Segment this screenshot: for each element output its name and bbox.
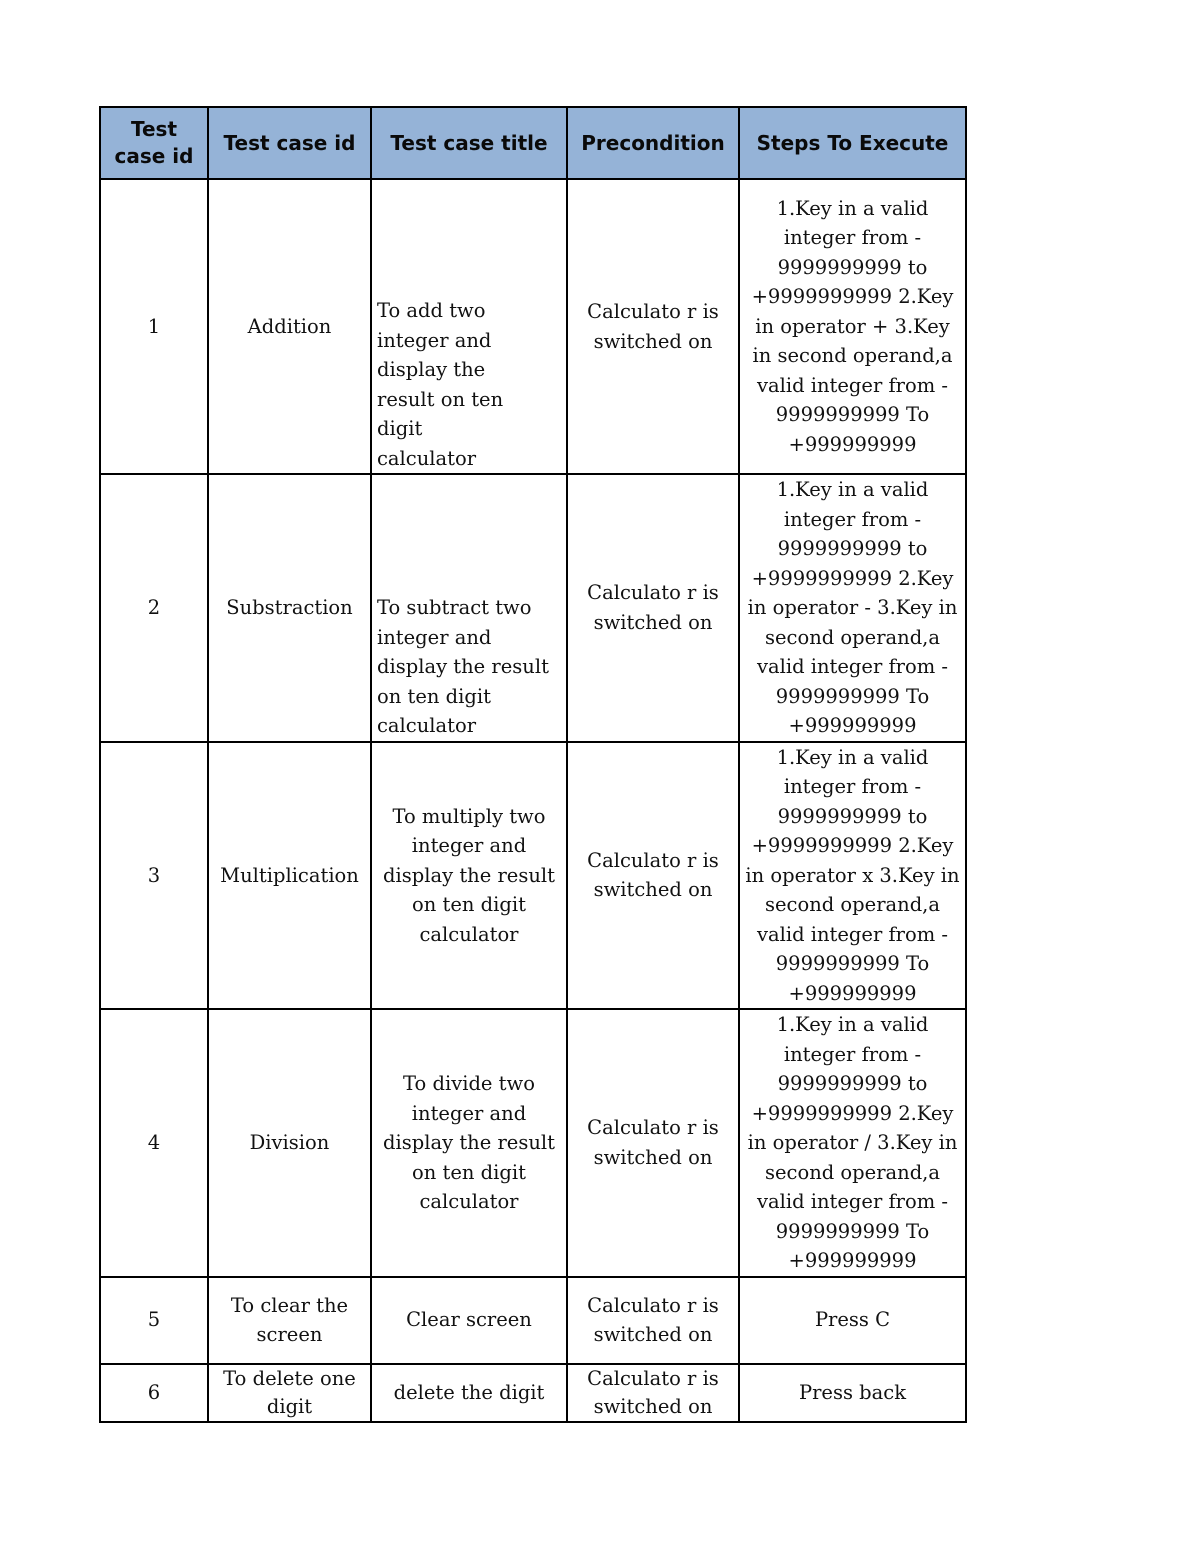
cell-id: To delete one digit <box>208 1364 371 1422</box>
cell-no: 2 <box>100 474 208 742</box>
cell-precondition: Calculato r is switched on <box>567 742 739 1010</box>
table-row <box>100 742 966 1010</box>
table-row <box>100 1009 966 1277</box>
cell-id: Division <box>208 1009 371 1277</box>
cell-precondition: Calculato r is switched on <box>567 1364 739 1422</box>
cell-steps: 1.Key in a valid integer from - 9999999999 to +9999999999 2.Key in operator + 3.Key in second operand,a valid integer from - 9999999999 To +999999999 <box>739 179 966 474</box>
table-header-row <box>100 107 966 179</box>
header-steps-to-execute: Steps To Execute <box>739 107 966 179</box>
cell-no: 3 <box>100 742 208 1010</box>
cell-title: delete the digit <box>371 1364 567 1422</box>
cell-title: To divide two integer and display the result on ten digit calculator <box>371 1009 567 1277</box>
cell-steps: 1.Key in a valid integer from - 9999999999 to +9999999999 2.Key in operator x 3.Key in second operand,a valid integer from - 9999999999 To +999999999 <box>739 742 966 1010</box>
cell-title: Clear screen <box>371 1277 567 1364</box>
cell-title: To multiply two integer and display the result on ten digit calculator <box>371 742 567 1010</box>
table-row <box>100 179 966 474</box>
cell-steps: Press C <box>739 1277 966 1364</box>
header-precondition: Precondition <box>567 107 739 179</box>
cell-precondition: Calculato r is switched on <box>567 179 739 474</box>
header-test-case-id: Test case id <box>208 107 371 179</box>
cell-title: To subtract two integer and display the result on ten digit calculator <box>371 474 567 742</box>
test-case-table <box>99 106 967 1423</box>
cell-no: 6 <box>100 1364 208 1422</box>
cell-id: Addition <box>208 179 371 474</box>
cell-id: To clear the screen <box>208 1277 371 1364</box>
table-row <box>100 474 966 742</box>
cell-no: 1 <box>100 179 208 474</box>
cell-steps: 1.Key in a valid integer from - 9999999999 to +9999999999 2.Key in operator - 3.Key in second operand,a valid integer from - 9999999999 To +999999999 <box>739 474 966 742</box>
cell-precondition: Calculato r is switched on <box>567 474 739 742</box>
header-test-case-no: Test case id <box>100 107 208 179</box>
header-test-case-title: Test case title <box>371 107 567 179</box>
cell-steps: 1.Key in a valid integer from - 9999999999 to +9999999999 2.Key in operator / 3.Key in second operand,a valid integer from - 9999999999 To +999999999 <box>739 1009 966 1277</box>
table-row <box>100 1364 966 1422</box>
cell-precondition: Calculato r is switched on <box>567 1009 739 1277</box>
table-row <box>100 1277 966 1364</box>
cell-no: 4 <box>100 1009 208 1277</box>
cell-precondition: Calculato r is switched on <box>567 1277 739 1364</box>
cell-no: 5 <box>100 1277 208 1364</box>
cell-steps: Press back <box>739 1364 966 1422</box>
cell-id: Substraction <box>208 474 371 742</box>
cell-id: Multiplication <box>208 742 371 1010</box>
cell-title: To add two integer and display the result on ten digit calculator <box>371 179 567 474</box>
